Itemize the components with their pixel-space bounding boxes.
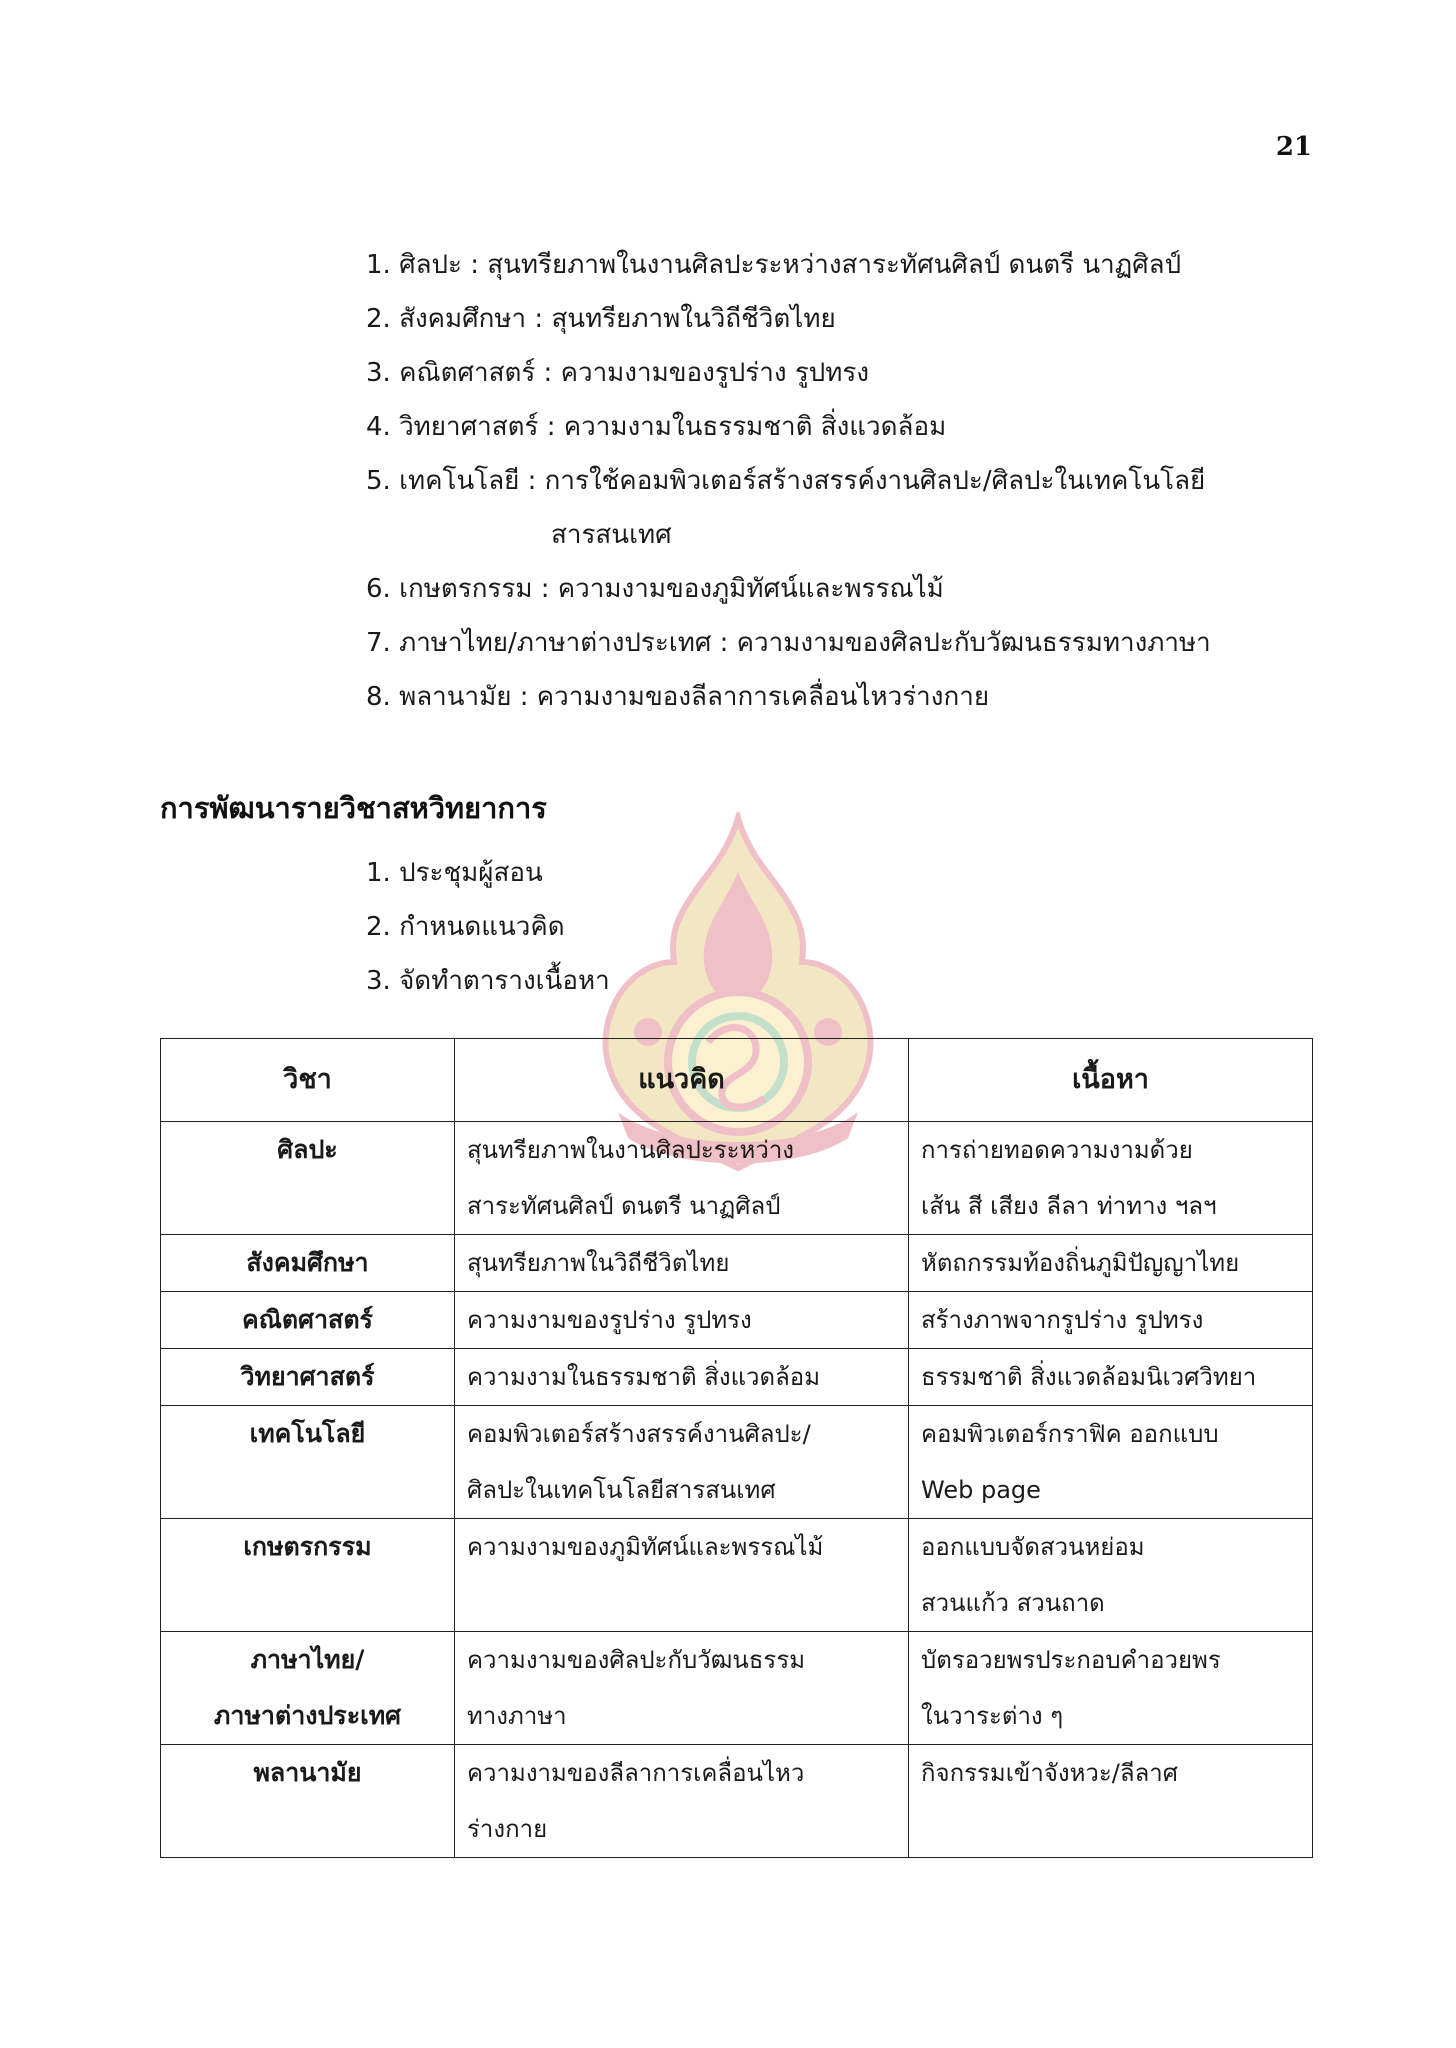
cell-line: Web page	[921, 1476, 1041, 1504]
concept-cell	[455, 1122, 909, 1235]
list-item: 1. ศิลปะ : สุนทรียภาพในงานศิลปะระหว่างสาระทัศนศิลป์ ดนตรี นาฏศิลป์	[366, 250, 1182, 280]
list-item-continuation: สารสนเทศ	[551, 520, 672, 550]
content-table	[160, 1038, 1313, 1858]
column-header-concept: แนวคิด	[455, 1039, 909, 1122]
content-cell	[909, 1632, 1313, 1745]
table-row	[161, 1519, 1313, 1632]
content-cell	[909, 1406, 1313, 1519]
cell-line: ความงามในธรรมชาติ สิ่งแวดล้อม	[467, 1363, 821, 1391]
cell-line: ศิลปะในเทคโนโลยีสารสนเทศ	[467, 1476, 776, 1504]
cell-line: สุนทรียภาพในวิถีชีวิตไทย	[467, 1249, 730, 1277]
cell-line: สวนแก้ว สวนถาด	[921, 1589, 1105, 1617]
cell-line: หัตถกรรมท้องถิ่นภูมิปัญญาไทย	[921, 1249, 1240, 1277]
subject-cell	[161, 1349, 455, 1406]
cell-line: พลานามัย	[253, 1758, 362, 1787]
list-item: 5. เทคโนโลยี : การใช้คอมพิวเตอร์สร้างสรรค์งานศิลปะ/ศิลปะในเทคโนโลยี	[366, 466, 1206, 496]
concept-cell	[455, 1745, 909, 1858]
column-header-subject: วิชา	[161, 1039, 455, 1122]
subject-cell	[161, 1632, 455, 1745]
cell-line: สร้างภาพจากรูปร่าง รูปทรง	[921, 1306, 1204, 1334]
cell-line: สุนทรียภาพในงานศิลปะระหว่าง	[467, 1136, 795, 1164]
list-item: 4. วิทยาศาสตร์ : ความงามในธรรมชาติ สิ่งแวดล้อม	[366, 412, 947, 442]
concept-cell	[455, 1349, 909, 1406]
list-item: 1. ประชุมผู้สอน	[366, 858, 543, 888]
subject-cell	[161, 1235, 455, 1292]
list-item: 3. คณิตศาสตร์ : ความงามของรูปร่าง รูปทรง	[366, 358, 870, 388]
table-row	[161, 1292, 1313, 1349]
cell-line: เทคโนโลยี	[249, 1419, 366, 1448]
cell-line: กิจกรรมเข้าจังหวะ/ลีลาศ	[921, 1759, 1178, 1787]
cell-line: ภาษาต่างประเทศ	[213, 1701, 402, 1730]
concept-cell	[455, 1292, 909, 1349]
cell-line: ในวาระต่าง ๆ	[921, 1702, 1064, 1730]
subject-cell	[161, 1519, 455, 1632]
cell-line: คณิตศาสตร์	[242, 1305, 373, 1334]
concept-cell	[455, 1519, 909, 1632]
cell-line: การถ่ายทอดความงามด้วย	[921, 1136, 1193, 1164]
table-row	[161, 1745, 1313, 1858]
cell-line: ความงามของรูปร่าง รูปทรง	[467, 1306, 752, 1334]
cell-line: คอมพิวเตอร์สร้างสรรค์งานศิลปะ/	[467, 1420, 811, 1448]
cell-line: เกษตรกรรม	[243, 1532, 372, 1561]
table-row	[161, 1406, 1313, 1519]
table-row	[161, 1349, 1313, 1406]
column-header-content: เนื้อหา	[909, 1039, 1313, 1122]
content-cell	[909, 1745, 1313, 1858]
subject-cell	[161, 1745, 455, 1858]
content-cell	[909, 1519, 1313, 1632]
concept-cell	[455, 1632, 909, 1745]
table-row	[161, 1122, 1313, 1235]
table-row	[161, 1632, 1313, 1745]
cell-line: คอมพิวเตอร์กราฟิค ออกแบบ	[921, 1420, 1219, 1448]
content-cell	[909, 1122, 1313, 1235]
cell-line: ธรรมชาติ สิ่งแวดล้อมนิเวศวิทยา	[921, 1363, 1257, 1391]
list-item: 7. ภาษาไทย/ภาษาต่างประเทศ : ความงามของศิลปะกับวัฒนธรรมทางภาษา	[366, 628, 1211, 658]
list-item: 2. กำหนดแนวคิด	[366, 912, 565, 942]
cell-line: ทางภาษา	[467, 1702, 567, 1730]
list-item: 8. พลานามัย : ความงามของลีลาการเคลื่อนไหวร่างกาย	[366, 682, 990, 712]
table-header-row	[161, 1039, 1313, 1122]
concept-cell	[455, 1406, 909, 1519]
table-row	[161, 1235, 1313, 1292]
list-item: 2. สังคมศึกษา : สุนทรียภาพในวิถีชีวิตไทย	[366, 304, 836, 334]
content-cell	[909, 1235, 1313, 1292]
cell-line: บัตรอวยพรประกอบคำอวยพร	[921, 1646, 1221, 1674]
cell-line: ความงามของลีลาการเคลื่อนไหว	[467, 1759, 805, 1787]
cell-line: เส้น สี เสียง ลีลา ท่าทาง ฯลฯ	[921, 1192, 1217, 1220]
steps-list	[366, 846, 610, 1008]
intro-list	[366, 238, 1211, 724]
concept-cell	[455, 1235, 909, 1292]
subject-cell	[161, 1122, 455, 1235]
cell-line: วิทยาศาสตร์	[240, 1362, 375, 1391]
cell-line: ศิลปะ	[277, 1135, 338, 1164]
cell-line: ความงามของภูมิทัศน์และพรรณไม้	[467, 1533, 824, 1561]
list-item: 6. เกษตรกรรม : ความงามของภูมิทัศน์และพรรณไม้	[366, 574, 944, 604]
content-cell	[909, 1292, 1313, 1349]
cell-line: ภาษาไทย/	[250, 1645, 365, 1674]
cell-line: สาระทัศนศิลป์ ดนตรี นาฏศิลป์	[467, 1192, 781, 1220]
cell-line: สังคมศึกษา	[246, 1248, 369, 1277]
subject-cell	[161, 1292, 455, 1349]
cell-line: ออกแบบจัดสวนหย่อม	[921, 1533, 1145, 1561]
list-item: 3. จัดทำตารางเนื้อหา	[366, 966, 610, 996]
subject-cell	[161, 1406, 455, 1519]
cell-line: ความงามของศิลปะกับวัฒนธรรม	[467, 1646, 806, 1674]
cell-line: ร่างกาย	[467, 1815, 548, 1843]
content-cell	[909, 1349, 1313, 1406]
section-heading: การพัฒนารายวิชาสหวิทยาการ	[160, 791, 547, 825]
page-number: 21	[1275, 132, 1312, 162]
